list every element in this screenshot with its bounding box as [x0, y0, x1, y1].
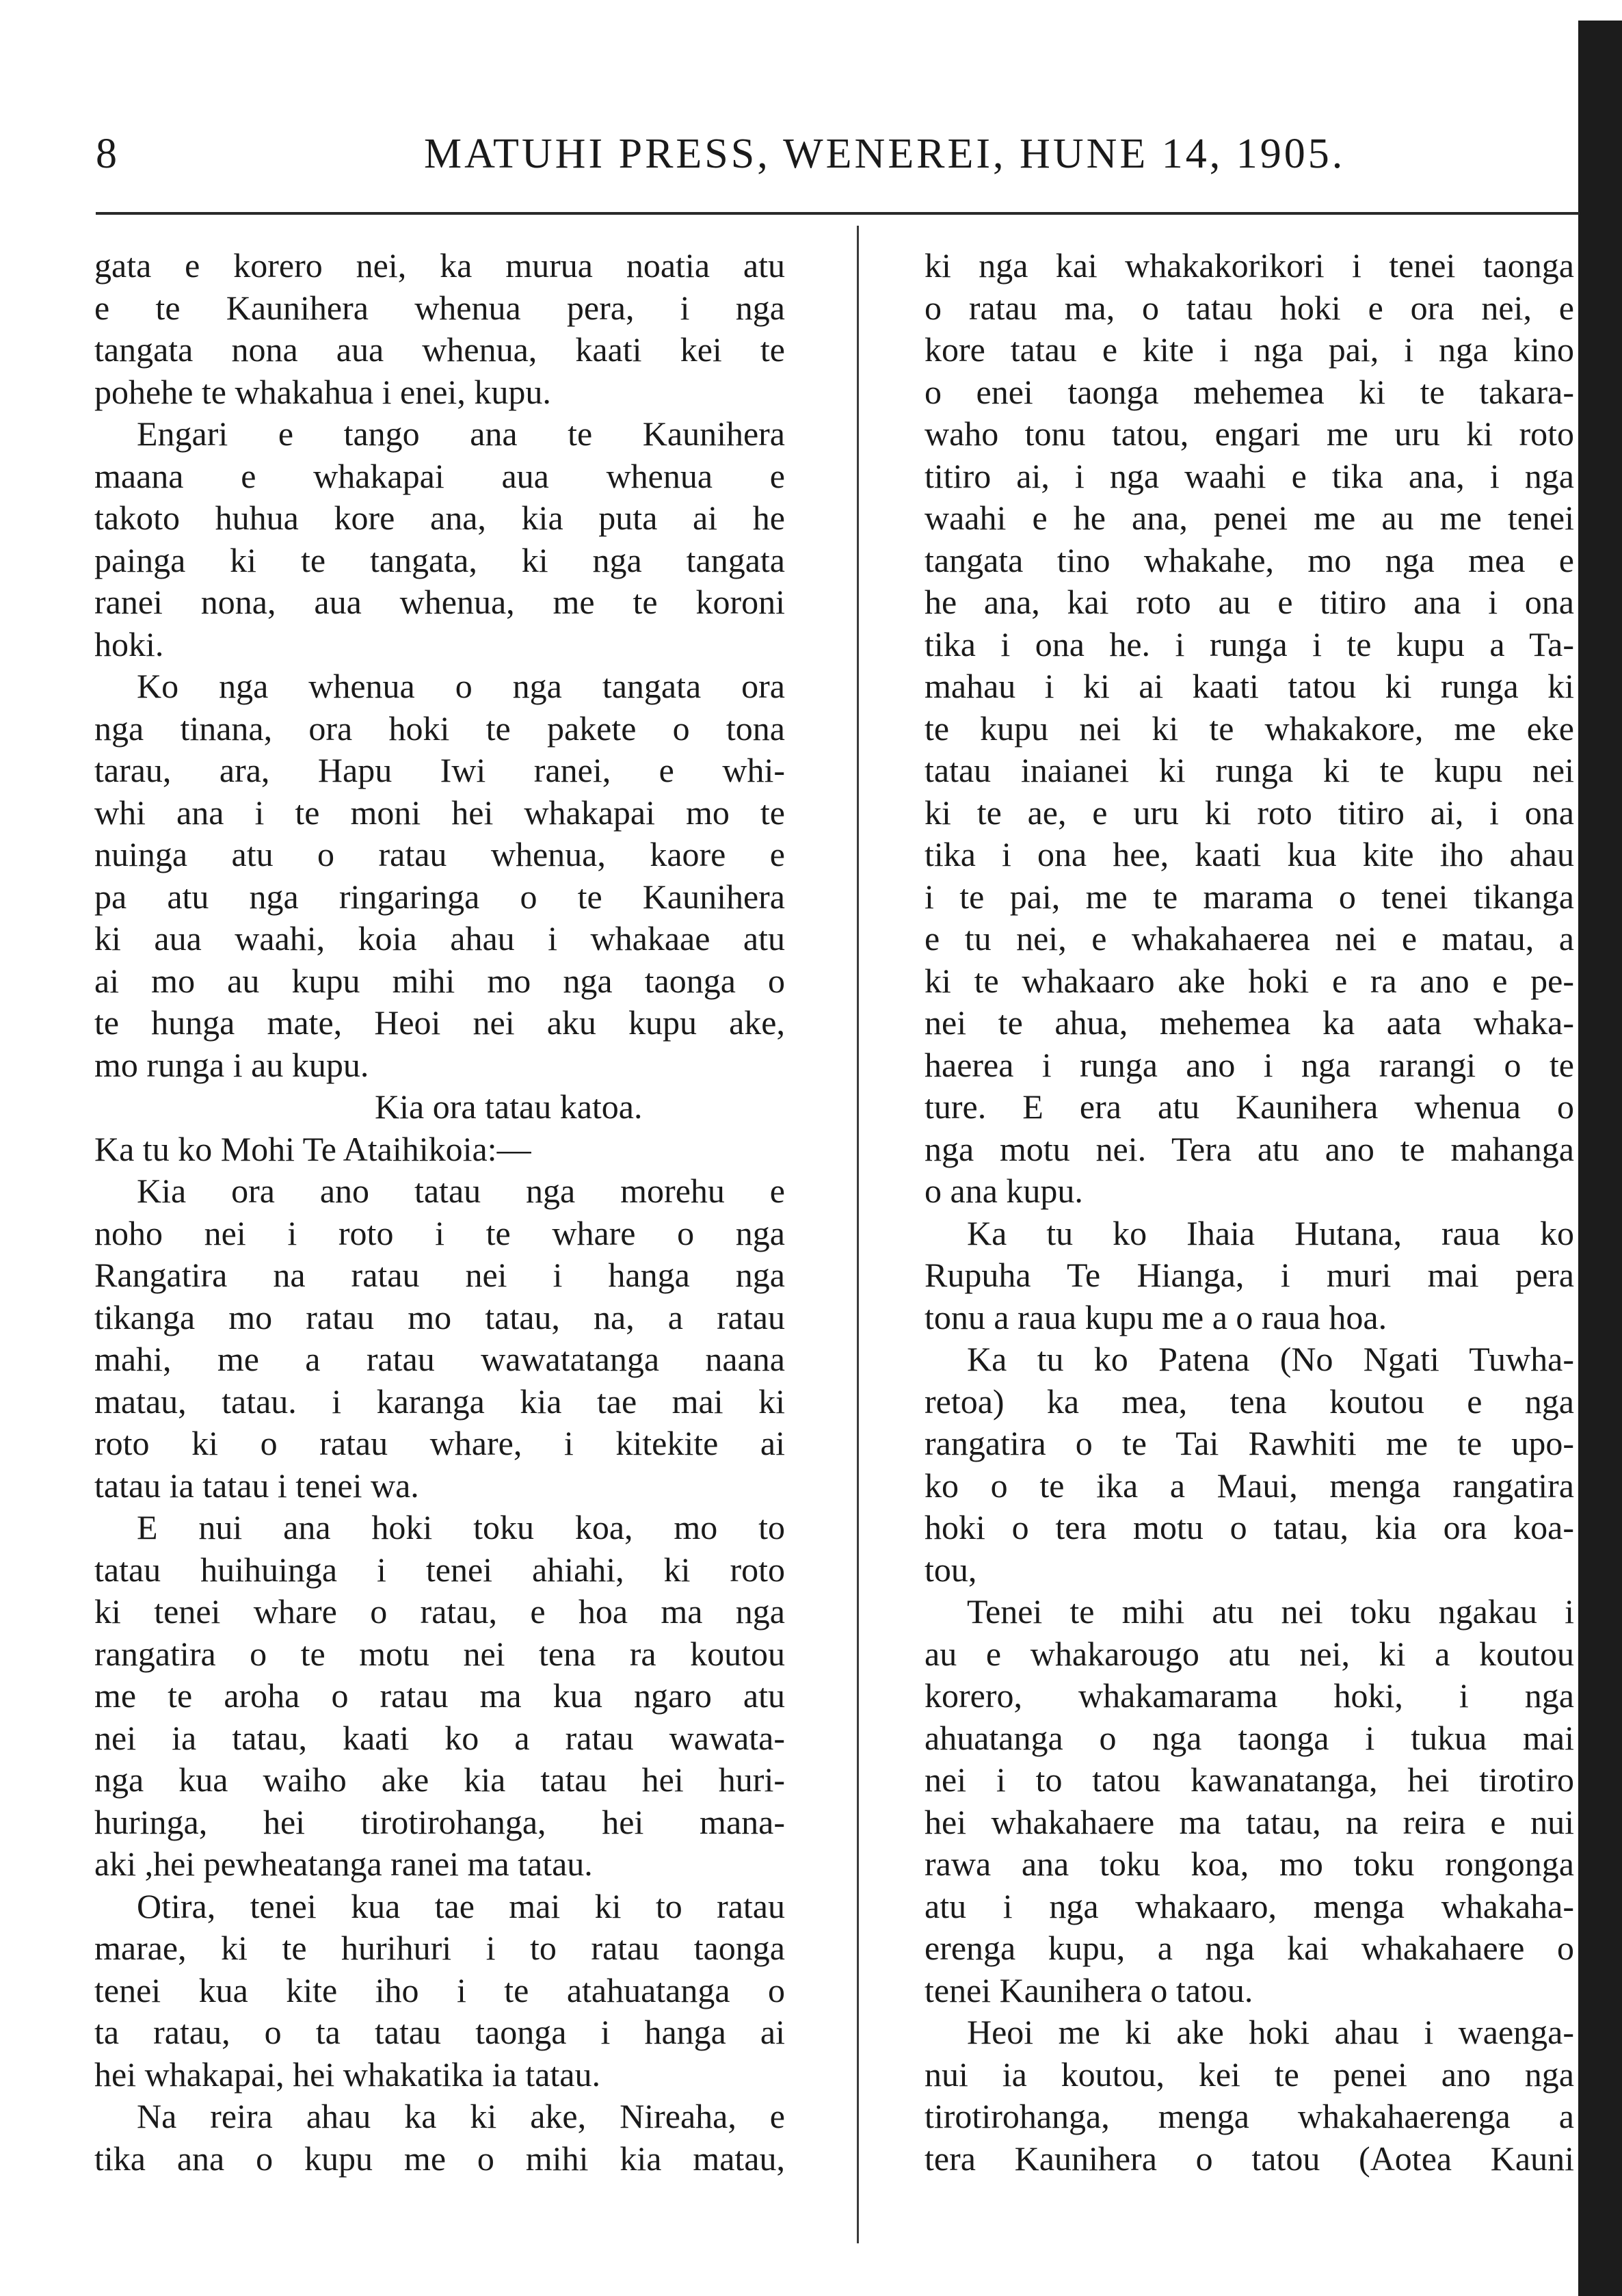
text-line: e tu nei, e whakahaerea nei e matau, a — [925, 919, 1574, 958]
text-line: tou, — [925, 1550, 977, 1589]
text-line: e te Kaunihera whenua pera, i nga — [94, 288, 785, 327]
text-line: mahau i ki ai kaati tatou ki runga ki — [925, 667, 1574, 705]
page-number: 8 — [96, 131, 117, 177]
text-line: Otira, tenei kua tae mai ki to ratau — [137, 1886, 785, 1925]
text-line: huringa, hei tirotirohanga, hei mana- — [94, 1802, 785, 1841]
text-line: painga ki te tangata, ki nga tangata — [94, 540, 785, 579]
text-line: ki te ae, e uru ki roto titiro ai, i ona — [925, 793, 1574, 832]
left-column — [94, 245, 785, 2180]
text-line: ki nga kai whakakorikori i tenei taonga — [925, 246, 1574, 285]
text-line: Kia ora tatau katoa. — [375, 1087, 643, 1126]
text-line: tatau ia tatau i tenei wa. — [94, 1466, 419, 1505]
text-line: Heoi me ki ake hoki ahau i waenga- — [967, 2013, 1574, 2051]
text-line: he ana, kai roto au e titiro ana i ona — [925, 583, 1574, 621]
page-header — [96, 130, 1580, 192]
text-line: Rangatira na ratau nei i hanga nga — [94, 1256, 785, 1294]
right-column — [925, 245, 1574, 2180]
text-line: nei i to tatou kawanatanga, hei tirotiro — [925, 1760, 1574, 1799]
text-line: waho tonu tatou, engari me uru ki roto — [925, 414, 1574, 453]
text-line: Ko nga whenua o nga tangata ora — [137, 667, 785, 705]
text-line: tangata nona aua whenua, kaati kei te — [94, 330, 785, 369]
text-line: ranei nona, aua whenua, me te koroni — [94, 583, 785, 621]
text-line: whi ana i te moni hei whakapai mo te — [94, 793, 785, 832]
text-line: erenga kupu, a nga kai whakahaere o — [925, 1929, 1574, 1967]
text-line: nui ia koutou, kei te penei ano nga — [925, 2055, 1574, 2094]
text-line: i te pai, me te marama o tenei tikanga — [925, 877, 1574, 916]
text-line: titiro ai, i nga waahi e tika ana, i nga — [925, 456, 1574, 495]
text-line: gata e korero nei, ka murua noatia atu — [94, 246, 785, 285]
text-line: nga kua waiho ake kia tatau hei huri- — [94, 1760, 785, 1799]
text-line: Na reira ahau ka ki ake, Nireaha, e — [137, 2097, 785, 2135]
text-line: mo runga i au kupu. — [94, 1045, 369, 1084]
text-line: te hunga mate, Heoi nei aku kupu ake, — [94, 1003, 785, 1042]
text-line: ta ratau, o ta tatau taonga i hanga ai — [94, 2013, 785, 2051]
text-line: waahi e he ana, penei me au me tenei — [925, 499, 1574, 537]
text-line: ture. E era atu Kaunihera whenua o — [925, 1087, 1574, 1126]
text-line: ai mo au kupu mihi mo nga taonga o — [94, 961, 785, 1000]
header-rule — [96, 212, 1580, 215]
text-line: takoto huhua kore ana, kia puta ai he — [94, 499, 785, 537]
text-line: tenei kua kite iho i te atahuatanga o — [94, 1970, 785, 2009]
text-line: Rupuha Te Hianga, i muri mai pera — [925, 1256, 1574, 1294]
text-line: Tenei te mihi atu nei toku ngakau i — [967, 1592, 1574, 1631]
text-line: Kia ora ano tatau nga morehu e — [137, 1172, 785, 1210]
text-line: tirotirohanga, menga whakahaerenga a — [925, 2097, 1574, 2135]
text-line: aki ,hei pewheatanga ranei ma tatau. — [94, 1845, 593, 1883]
text-line: tonu a raua kupu me a o raua hoa. — [925, 1297, 1387, 1336]
text-line: tera Kaunihera o tatou (Aotea Kauni — [925, 2139, 1574, 2178]
text-line: marae, ki te hurihuri i to ratau taonga — [94, 1929, 785, 1967]
text-line: rawa ana toku koa, mo toku rongonga — [925, 1845, 1574, 1883]
text-line: tenei Kaunihera o tatou. — [925, 1970, 1253, 2009]
text-line: tarau, ara, Hapu Iwi ranei, e whi- — [94, 751, 785, 789]
text-line: tangata tino whakahe, mo nga mea e — [925, 540, 1574, 579]
text-line: mahi, me a ratau wawatatanga naana — [94, 1340, 785, 1378]
text-line: nga tinana, ora hoki te pakete o tona — [94, 709, 785, 748]
text-line: tika i ona hee, kaati kua kite iho ahau — [925, 835, 1574, 873]
text-line: matau, tatau. i karanga kia tae mai ki — [94, 1382, 785, 1421]
text-line: retoa) ka mea, tena koutou e nga — [925, 1382, 1574, 1421]
text-line: hoki. — [94, 624, 164, 663]
text-line: haerea i runga ano i nga rarangi o te — [925, 1045, 1574, 1084]
text-line: tikanga mo ratau mo tatau, na, a ratau — [94, 1297, 785, 1336]
text-line: au e whakarougo atu nei, ki a koutou — [925, 1634, 1574, 1673]
text-line: o ana kupu. — [925, 1172, 1083, 1210]
text-line: nuinga atu o ratau whenua, kaore e — [94, 835, 785, 873]
text-line: ki tenei whare o ratau, e hoa ma nga — [94, 1592, 785, 1631]
text-line: E nui ana hoki toku koa, mo to — [137, 1508, 785, 1546]
text-line: hei whakapai, hei whakatika ia tatau. — [94, 2055, 600, 2094]
text-line: tika ana o kupu me o mihi kia matau, — [94, 2139, 785, 2178]
text-line: tika i ona he. i runga i te kupu a Ta- — [925, 624, 1574, 663]
text-line: hei whakahaere ma tatau, na reira e nui — [925, 1802, 1574, 1841]
text-line: me te aroha o ratau ma kua ngaro atu — [94, 1676, 785, 1715]
column-divider — [857, 226, 859, 2243]
text-line: o ratau ma, o tatau hoki e ora nei, e — [925, 288, 1574, 327]
text-line: Ka tu ko Patena (No Ngati Tuwha- — [967, 1340, 1574, 1378]
text-line: rangatira o te motu nei tena ra koutou — [94, 1634, 785, 1673]
scan-edge-shadow — [1578, 21, 1622, 2296]
text-line: ki te whakaaro ake hoki e ra ano e pe- — [925, 961, 1574, 1000]
text-line: nei te ahua, mehemea ka aata whaka- — [925, 1003, 1574, 1042]
text-line: o enei taonga mehemea ki te takara- — [925, 372, 1574, 411]
text-line: kore tatau e kite i nga pai, i nga kino — [925, 330, 1574, 369]
text-line: tatau huihuinga i tenei ahiahi, ki roto — [94, 1550, 785, 1589]
running-head: MATUHI PRESS, WENEREI, HUNE 14, 1905. — [424, 131, 1346, 177]
text-line: ki aua waahi, koia ahau i whakaae atu — [94, 919, 785, 958]
text-line: rangatira o te Tai Rawhiti me te upo- — [925, 1424, 1574, 1462]
text-line: nga motu nei. Tera atu ano te mahanga — [925, 1129, 1574, 1168]
text-line: Engari e tango ana te Kaunihera — [137, 414, 785, 453]
text-line: ko o te ika a Maui, menga rangatira — [925, 1466, 1574, 1505]
text-line: Ka tu ko Ihaia Hutana, raua ko — [967, 1213, 1574, 1252]
text-line: pa atu nga ringaringa o te Kaunihera — [94, 877, 785, 916]
text-line: hoki o tera motu o tatau, kia ora koa- — [925, 1508, 1574, 1546]
text-line: roto ki o ratau whare, i kitekite ai — [94, 1424, 785, 1462]
text-line: korero, whakamarama hoki, i nga — [925, 1676, 1574, 1715]
text-line: noho nei i roto i te whare o nga — [94, 1213, 785, 1252]
text-line: ahuatanga o nga taonga i tukua mai — [925, 1718, 1574, 1757]
text-line: te kupu nei ki te whakakore, me eke — [925, 709, 1574, 748]
text-line: tatau inaianei ki runga ki te kupu nei — [925, 751, 1574, 789]
text-line: atu i nga whakaaro, menga whakaha- — [925, 1886, 1574, 1925]
text-line: Ka tu ko Mohi Te Ataihikoia:— — [94, 1129, 531, 1168]
text-line: nei ia tatau, kaati ko a ratau wawata- — [94, 1718, 785, 1757]
text-line: maana e whakapai aua whenua e — [94, 456, 785, 495]
text-line: pohehe te whakahua i enei, kupu. — [94, 372, 551, 411]
